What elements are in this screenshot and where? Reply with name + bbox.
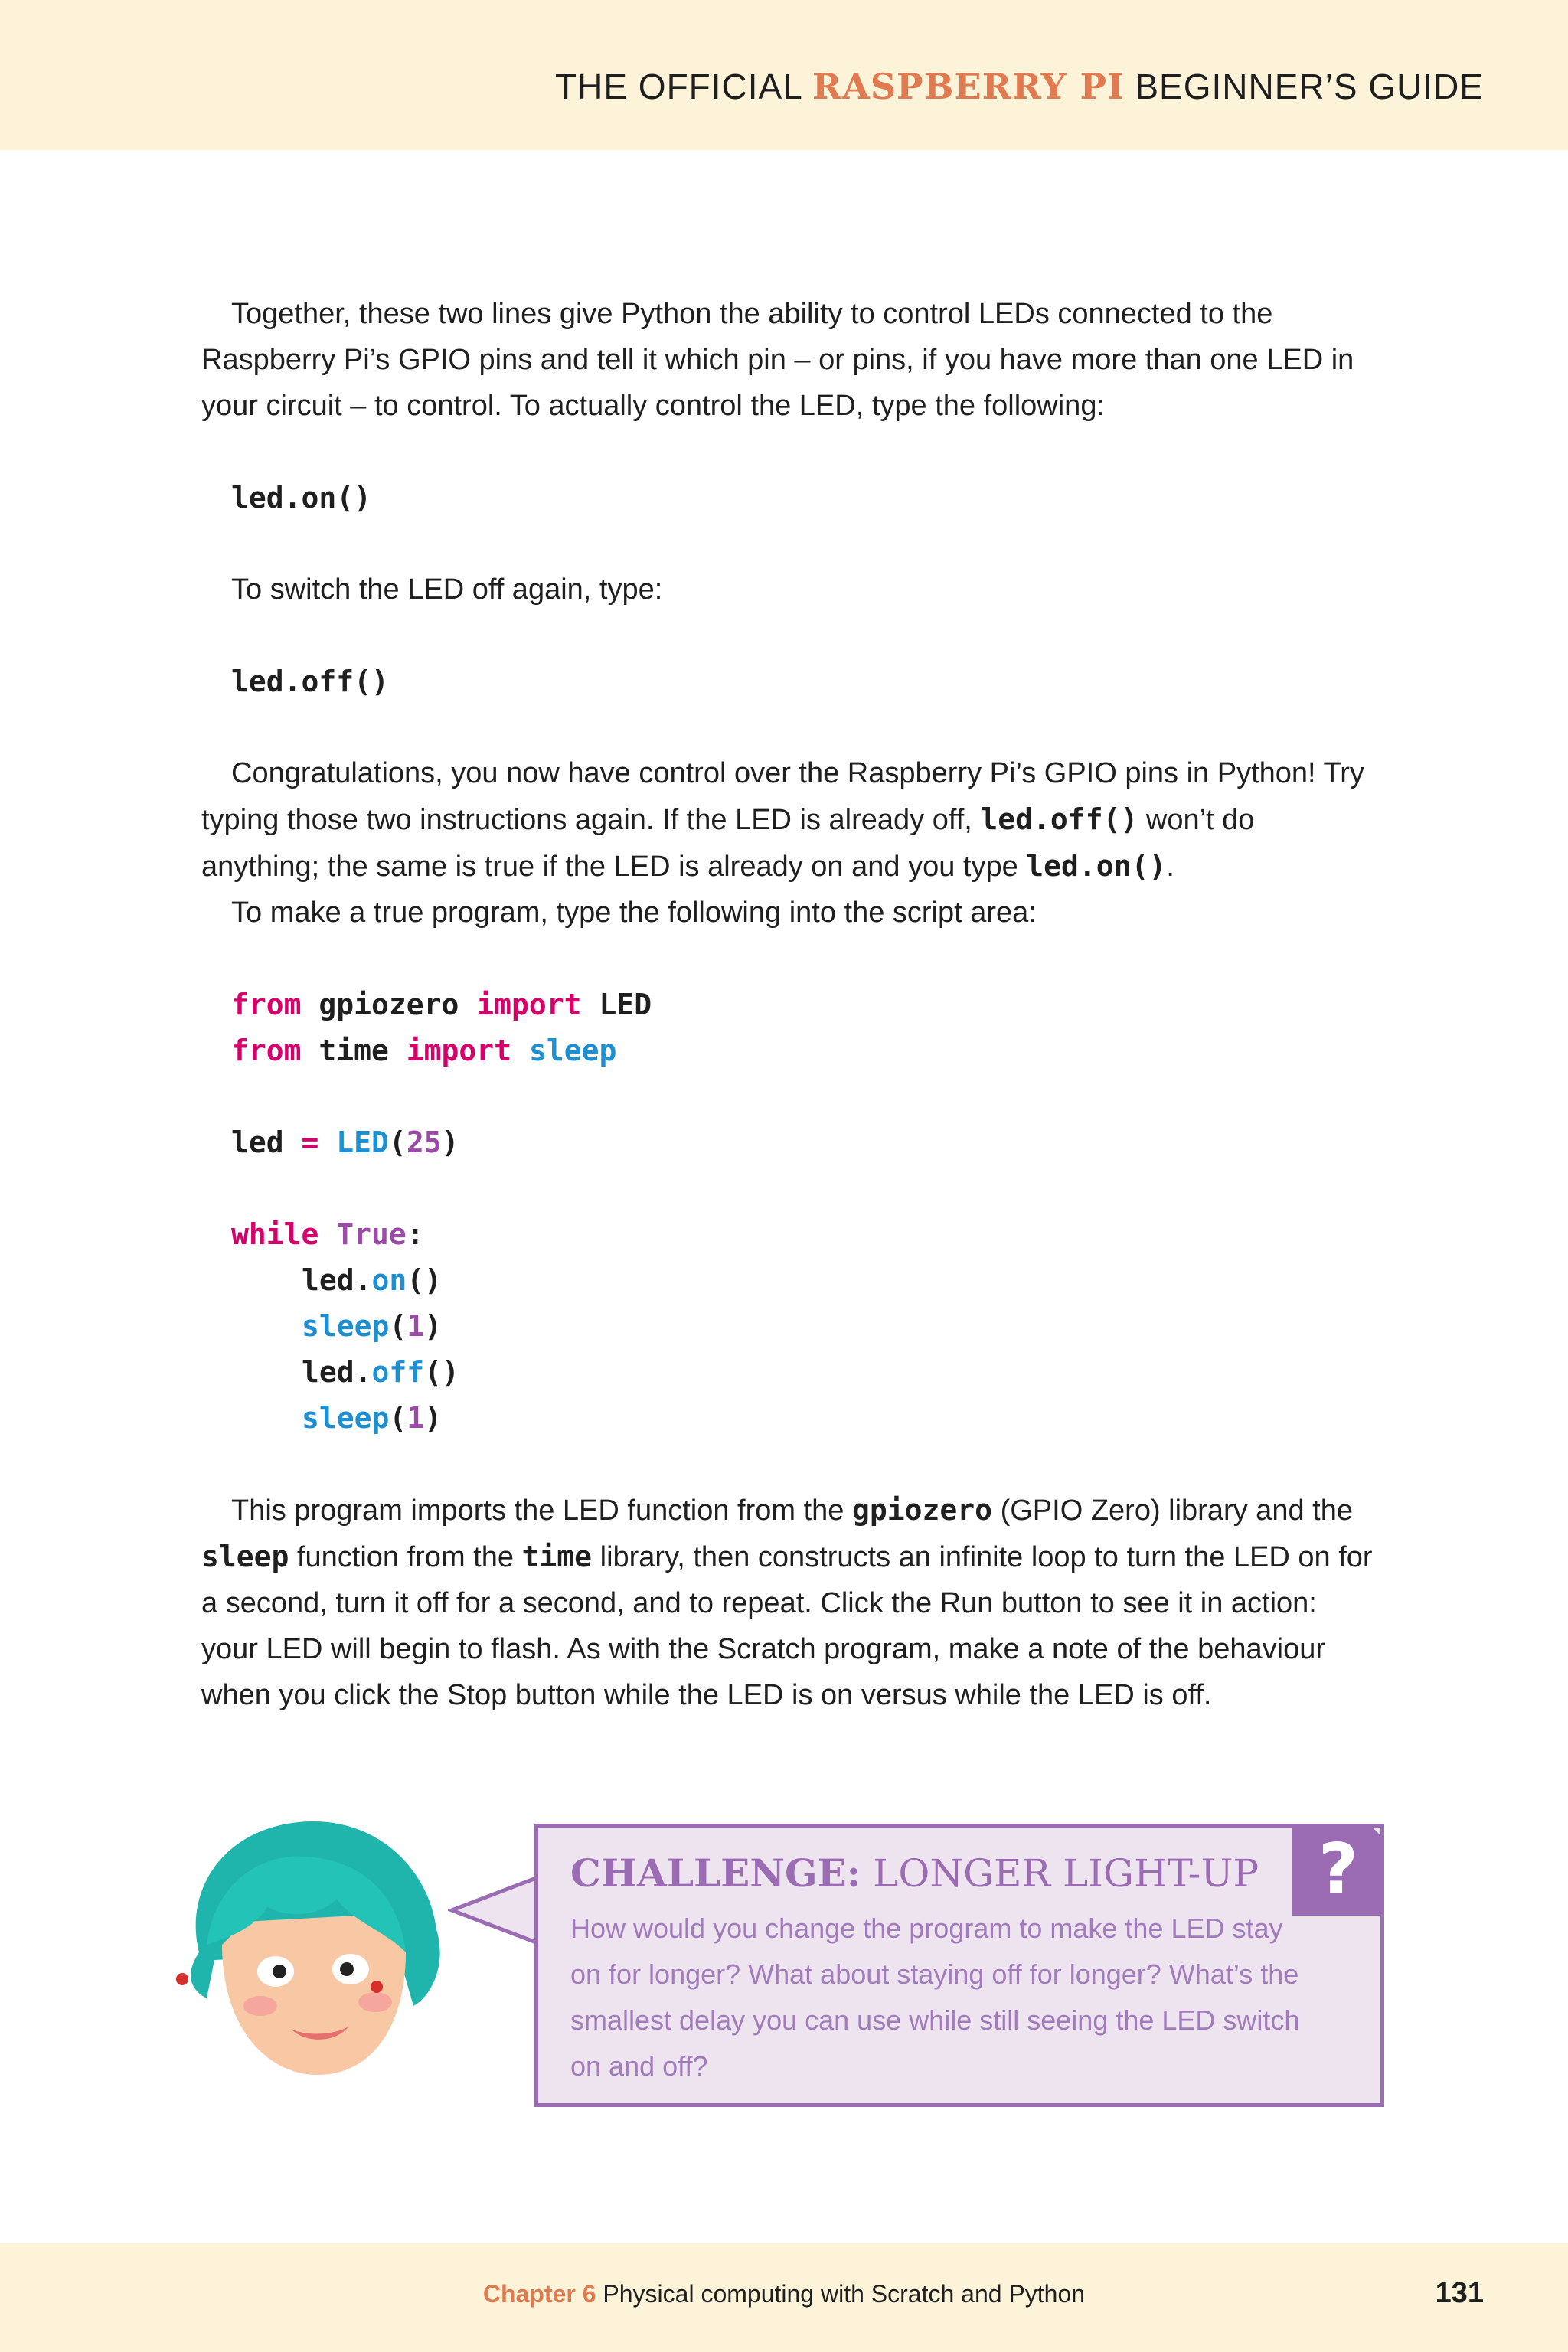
code-line xyxy=(201,1027,1380,1073)
code-line xyxy=(201,1395,1380,1441)
code-line xyxy=(201,1257,1380,1303)
page-number: 131 xyxy=(1435,2277,1484,2309)
code-token: 1 xyxy=(407,1309,425,1343)
code-token: ( xyxy=(389,1401,407,1435)
code-token: sleep xyxy=(511,1034,617,1067)
book-title-brand: RASPBERRY PI xyxy=(812,66,1125,107)
code-token: led xyxy=(231,1125,284,1159)
code-token: sleep xyxy=(302,1401,390,1435)
inline-code: gpiozero xyxy=(852,1493,993,1527)
code-token: ) xyxy=(424,1309,443,1343)
inline-code: sleep xyxy=(201,1540,289,1573)
book-title xyxy=(555,66,1484,107)
character-illustration xyxy=(153,1799,459,2090)
left-cheek xyxy=(243,1996,277,2016)
code-token: True xyxy=(318,1217,407,1251)
code-token: off xyxy=(371,1355,425,1389)
code-token: LED xyxy=(581,988,652,1021)
right-cheek xyxy=(358,1992,392,2012)
program-listing xyxy=(201,982,1380,1441)
code-token: led. xyxy=(302,1355,372,1389)
code-line xyxy=(201,1211,1380,1257)
code-token: 1 xyxy=(407,1401,425,1435)
paragraph-1: Together, these two lines give Python the ability to control LEDs connected to the Raspberry Pi’s GPIO pins and tell it which pin – or pins, if you have more than one LED in your circuit – to control. To actually control the LED, type the following: xyxy=(201,298,1354,422)
code-token: () xyxy=(424,1355,459,1389)
challenge-label: CHALLENGE: xyxy=(570,1851,861,1896)
right-pupil xyxy=(340,1962,354,1976)
code-token: gpiozero xyxy=(301,988,477,1021)
code-line xyxy=(201,1119,1380,1165)
code-token: while xyxy=(231,1217,319,1251)
inline-code: time xyxy=(521,1540,593,1573)
paragraph-2: To switch the LED off again, type: xyxy=(231,573,663,606)
code-token: from xyxy=(231,988,302,1021)
code-token: import xyxy=(406,1034,512,1067)
code-led-off: led.off() xyxy=(231,665,389,698)
paragraph-3 xyxy=(201,750,1380,890)
code-token: led. xyxy=(302,1263,372,1297)
paragraph-3-text-a: Congratulations, you now have control over the Raspberry Pi’s GPIO pins in Python! Try typing those two instructions again. If the LED is already off, xyxy=(201,757,1364,836)
code-token: sleep xyxy=(302,1309,390,1343)
paragraph-3-text-b: won’t do anything; the same is true if the LED is already on and you type xyxy=(201,804,1255,883)
paragraph-5-text-a: This program imports the LED function from the xyxy=(231,1494,852,1527)
paragraph-5-text-d: library, then constructs an infinite loop to turn the LED on for a second, turn it off for a second, and to repeat. Click the Run button to see it in action: your LED will begin to flash. As with the Scratch program, make a note of the behaviour when you click the Stop button while the LED is on versus while the LED is off. xyxy=(201,1541,1373,1711)
right-earring xyxy=(371,1981,383,1993)
code-line xyxy=(201,1303,1380,1349)
inline-code: led.on() xyxy=(1026,849,1167,883)
left-earring xyxy=(176,1973,188,1985)
main-content xyxy=(201,291,1380,1718)
code-token: = xyxy=(283,1125,337,1159)
left-pupil xyxy=(273,1965,286,1978)
question-mark-icon: ? xyxy=(1292,1824,1384,1916)
paragraph-4: To make a true program, type the following into the script area: xyxy=(231,897,1037,929)
inline-code: led.off() xyxy=(980,802,1138,836)
chapter-title: Physical computing with Scratch and Python xyxy=(596,2280,1086,2308)
chapter-info xyxy=(0,2280,1568,2308)
chapter-label: Chapter 6 xyxy=(482,2280,596,2308)
code-token: : xyxy=(406,1217,424,1251)
code-token: ) xyxy=(424,1401,443,1435)
paragraph-5 xyxy=(201,1487,1380,1718)
code-line xyxy=(201,982,1380,1027)
code-token: LED xyxy=(336,1125,389,1159)
code-token: from xyxy=(231,1034,302,1067)
code-token: time xyxy=(301,1034,407,1067)
book-title-suffix: BEGINNER’S GUIDE xyxy=(1124,67,1484,106)
page-header xyxy=(0,0,1568,150)
page-footer xyxy=(0,2243,1568,2352)
code-token: on xyxy=(371,1263,407,1297)
code-token: () xyxy=(407,1263,443,1297)
paragraph-3-text-c: . xyxy=(1166,851,1174,883)
code-token: ) xyxy=(441,1125,459,1159)
challenge-title xyxy=(570,1851,1259,1896)
code-token: 25 xyxy=(406,1125,442,1159)
code-token: ( xyxy=(388,1125,407,1159)
code-token: import xyxy=(476,988,582,1021)
paragraph-5-text-c: function from the xyxy=(289,1541,522,1573)
challenge-box xyxy=(534,1824,1384,2107)
challenge-heading: LONGER LIGHT-UP xyxy=(861,1851,1259,1896)
challenge-text: How would you change the program to make the LED stay on for longer? What about staying off for longer? What’s the smallest delay you can use while still seeing the LED switch on and off? xyxy=(570,1913,1300,2082)
paragraph-5-text-b: (GPIO Zero) library and the xyxy=(992,1494,1353,1527)
code-line xyxy=(201,1349,1380,1395)
speech-tail xyxy=(448,1876,544,1945)
book-title-prefix: THE OFFICIAL xyxy=(555,67,812,106)
code-token: ( xyxy=(389,1309,407,1343)
code-led-on: led.on() xyxy=(231,481,372,514)
